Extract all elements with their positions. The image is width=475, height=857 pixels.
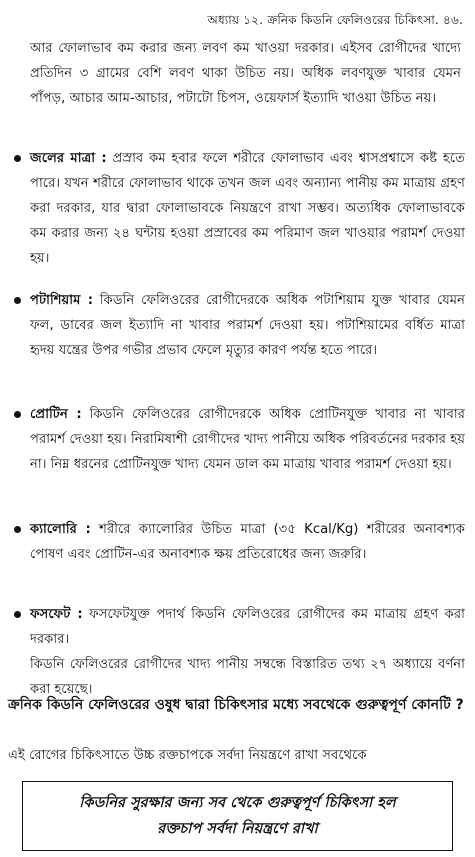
bullet-term: জলের মাত্রা :: [30, 151, 107, 166]
bullet-calorie: [8, 517, 465, 567]
bullet-potassium: [8, 288, 465, 363]
highlight-line-2: রক্তচাপ সর্বদা নিয়ন্ত্রণে রাখা: [157, 821, 318, 837]
bullet-protein: [8, 402, 465, 477]
bullet-term: ক্যালোরি :: [30, 522, 91, 537]
running-header: অধ্যায় ১২. ক্রনিক কিডনি ফেলিওরের চিকিৎসা. ৪৬.: [207, 13, 463, 27]
bullet-term: প্রোটিন :: [30, 407, 82, 422]
bullet-dot-icon: [14, 411, 21, 418]
bullet-text: কিডনি ফেলিওরের রোগীদেরকে অধিক পটাশিয়াম যুক্ত খাবার যেমন ফল, ডাবের জল ইত্যাদি না খাবার পরামর্শ দেওয়া হয়। পটাশিয়ামের বর্ধিত মাত্রা হৃদয় যন্ত্রের উপর গভীর প্রভাব ফেলে মৃত্যুর কারণ পর্যন্ত হতে পারে।: [30, 293, 465, 358]
bullet-dot-icon: [14, 155, 21, 162]
bullet-text: ফসফেটযুক্ত পদার্থ কিডনি ফেলিওরের রোগীদের কম মাত্রায় গ্রহণ করা দরকার।: [30, 607, 465, 647]
intro-paragraph: আর ফোলাভাব কম করার জন্য লবণ কম খাওয়া দরকার। এইসব রোগীদের খাদ্যে প্রতিদিন ৩ গ্রামের বেশি লবণ থাকা উচিত নয়। অধিক লবণযুক্ত খাবার যেমন পাঁপড়, আচার আম-আচার, পটাটো চিপস, ওয়েফার্স ইত্যাদি খাওয়া উচিত নয়।: [30, 41, 461, 106]
bullet-term: পটাশিয়াম :: [30, 293, 93, 308]
bullet-text: কিডনি ফেলিওরের রোগীদেরকে অধিক প্রোটিনযুক্ত খাবার না খাবার পরামর্শ দেওয়া হয়। নিরামিষাশী রোগীদের খাদ্য পানীয়ে অধিক পরিবর্তনের দরকার হয় না। নিম্ন ধরনের প্রোটিনযুক্ত খাদ্য যেমন ডাল কম মাত্রায় খাবার পরামর্শ দেওয়া হয়।: [30, 407, 465, 472]
highlight-line-1: কিডনির সুরক্ষার জন্য সব থেকে গুরুত্বপূর্ণ চিকিৎসা হল: [79, 795, 396, 811]
section-question-heading: ক্রনিক কিডনি ফেলিওরের ওষুধ দ্বারা চিকিৎসার মধ্যে সবথেকে গুরুত্বপূর্ণ কোনটি ?: [8, 697, 464, 713]
bullet-phosphate: [8, 602, 465, 702]
bullet-water: [8, 146, 465, 271]
bullet-dot-icon: [14, 526, 21, 533]
bullet-term: ফসফেট :: [30, 607, 83, 622]
answer-paragraph: এই রোগের চিকিৎসাতে উচ্চ রক্তচাপকে সর্বদা নিয়ন্ত্রণে রাখা সবথেকে: [8, 748, 367, 763]
highlight-box: [22, 781, 453, 851]
bullet-text: শরীরে ক্যালোরির উচিত মাত্রা (৩৫ Kcal/Kg) শরীরের অনাবশ্যক পোষণ এবং প্রোটিন-এর অনাবশ্যক ক্ষয় প্রতিরোধের জন্য জরুরি।: [30, 522, 466, 562]
bullet-text: প্রস্রাব কম হবার ফলে শরীরে ফোলাভাব এবং শ্বাসপ্রশ্বাসে কষ্ট হতে পারে। যখন শরীরে ফোলাভাব থাকে তখন জল এবং অন্যান্য পানীয় কম মাত্রায় গ্রহণ করা দরকার, যার দ্বারা ফোলাভাবকে নিয়ন্ত্রণে রাখা সম্ভব। অত্যধিক ফোলাভাবকে কম করার জন্য ২৪ ঘন্টায় হওয়া প্রস্রাবের কম পরিমাণ জল খাওয়ার পরামর্শ দেওয়া হয়।: [30, 151, 465, 266]
bullet-extra-note: কিডনি ফেলিওরের রোগীদের খাদ্য পানীয় সম্বন্ধে বিস্তারিত তথ্য ২৭ অধ্যায়ে বর্ণনা করা হয়েছে।: [30, 657, 465, 697]
bullet-dot-icon: [14, 611, 21, 618]
bullet-dot-icon: [14, 297, 21, 304]
